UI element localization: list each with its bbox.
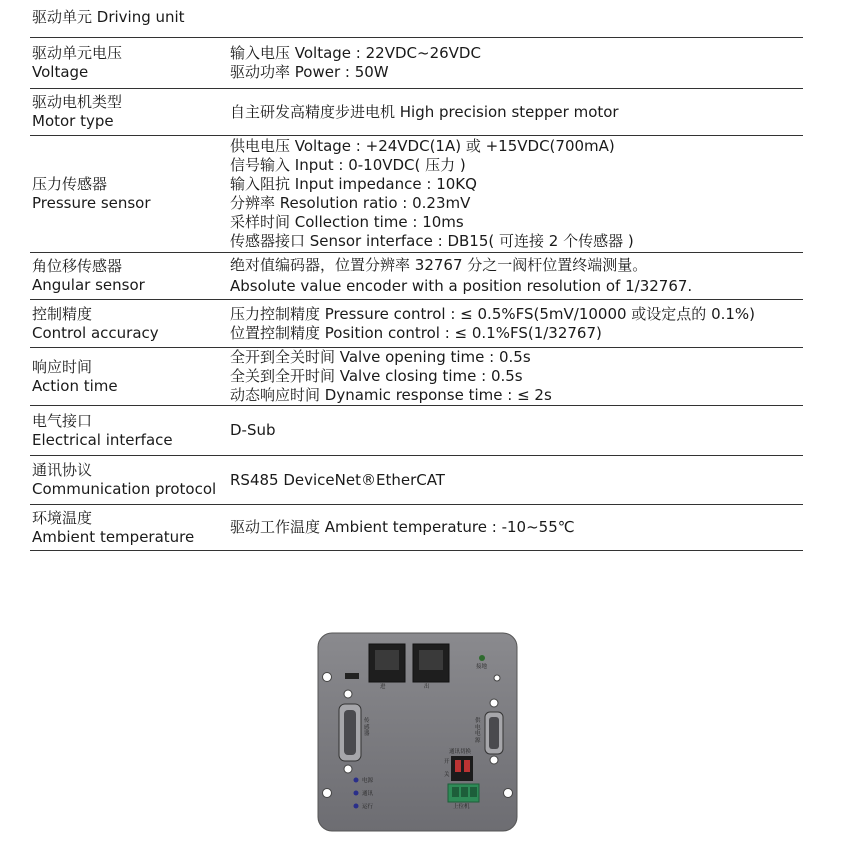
row-value: 全关到全开时间 Valve closing time : 0.5s — [230, 367, 523, 385]
row-label-zh: 响应时间 — [32, 357, 93, 376]
row-value: 压力控制精度 Pressure control : ≤ 0.5%FS(5mV/10000 或设定点的 0.1%) — [230, 304, 756, 323]
switch-on-label: 开 — [444, 759, 450, 765]
host-label: 上位机 — [453, 804, 470, 810]
row-label-zh: 环境温度 — [32, 508, 93, 527]
table-row-electrical-interface — [30, 405, 803, 455]
ground-label: 接地 — [476, 664, 488, 670]
row-label-en: Pressure sensor — [32, 194, 151, 212]
row-value: 驱动工作温度 Ambient temperature : -10~55℃ — [230, 518, 575, 536]
switch-off-label: 关 — [444, 772, 450, 778]
row-value: Absolute value encoder with a position resolution of 1/32767. — [230, 277, 693, 295]
row-label-en: Control accuracy — [32, 323, 159, 342]
table-row-pressure-sensor — [30, 135, 803, 252]
row-value: 输入阻抗 Input impedance : 10KQ — [230, 175, 477, 193]
row-value: D-Sub — [230, 421, 276, 439]
row-label-en: Ambient temperature — [32, 527, 195, 546]
row-label-en: Communication protocol — [32, 480, 217, 498]
row-label-zh: 压力传感器 — [32, 175, 108, 193]
spec-table — [30, 37, 803, 551]
port-out-label: 出 — [424, 684, 430, 690]
power-port-label: 供电电源 — [475, 718, 481, 744]
device-panel-drawing — [317, 632, 518, 832]
row-value: 传感器接口 Sensor interface : DB15( 可连接 2 个传感器 ) — [230, 232, 634, 250]
row-label-zh: 角位移传感器 — [32, 257, 123, 275]
led-comm-label: 通讯 — [362, 791, 374, 797]
row-label-zh: 驱动单元电压 — [32, 44, 123, 62]
row-label-zh: 控制精度 — [32, 304, 93, 323]
row-label-en: Voltage — [32, 63, 89, 81]
row-value: 采样时间 Collection time : 10ms — [230, 213, 464, 231]
led-power-label: 电源 — [362, 778, 374, 784]
row-label-en: Angular sensor — [32, 276, 145, 294]
table-row-control-accuracy — [30, 299, 803, 347]
row-value: 位置控制精度 Position control : ≤ 0.1%FS(1/32767) — [230, 323, 602, 342]
row-label-en: Action time — [32, 376, 118, 395]
row-value: 动态响应时间 Dynamic response time : ≤ 2s — [230, 386, 552, 404]
table-row-action-time — [30, 347, 803, 405]
table-row-motor-type — [30, 88, 803, 135]
row-label-zh: 电气接口 — [32, 411, 93, 430]
row-value: 信号输入 Input : 0-10VDC( 压力 ) — [230, 156, 466, 174]
row-value: 驱动功率 Power : 50W — [230, 63, 389, 81]
row-label-en: Motor type — [32, 112, 114, 130]
row-value: 自主研发高精度步进电机 High precision stepper motor — [230, 102, 619, 121]
row-value: 绝对值编码器，位置分辨率 32767 分之一阀杆位置终端测量。 — [230, 256, 648, 274]
sensor-port-label: 传感器 — [364, 718, 370, 737]
table-row-angular-sensor — [30, 252, 803, 299]
row-value: 分辨率 Resolution ratio : 0.23mV — [230, 194, 471, 212]
row-label-zh: 通讯协议 — [32, 461, 93, 479]
led-run-label: 运行 — [362, 804, 374, 810]
table-row-communication-protocol — [30, 455, 803, 504]
row-value: RS485 DeviceNet®EtherCAT — [230, 470, 445, 489]
device-panel-image — [317, 632, 518, 832]
row-value: 全开到全关时间 Valve opening time : 0.5s — [230, 348, 531, 366]
section-title: 驱动单元 Driving unit — [32, 8, 185, 26]
row-label-en: Electrical interface — [32, 430, 173, 449]
row-value: 输入电压 Voltage : 22VDC~26VDC — [230, 44, 481, 62]
port-in-label: 进 — [380, 684, 386, 690]
row-value: 供电电压 Voltage : +24VDC(1A) 或 +15VDC(700mA) — [230, 137, 615, 155]
table-row-ambient-temperature — [30, 504, 803, 551]
table-row-voltage — [30, 37, 803, 88]
row-label-zh: 驱动电机类型 — [32, 93, 123, 111]
comm-switch-label: 通讯切换 — [449, 749, 472, 755]
